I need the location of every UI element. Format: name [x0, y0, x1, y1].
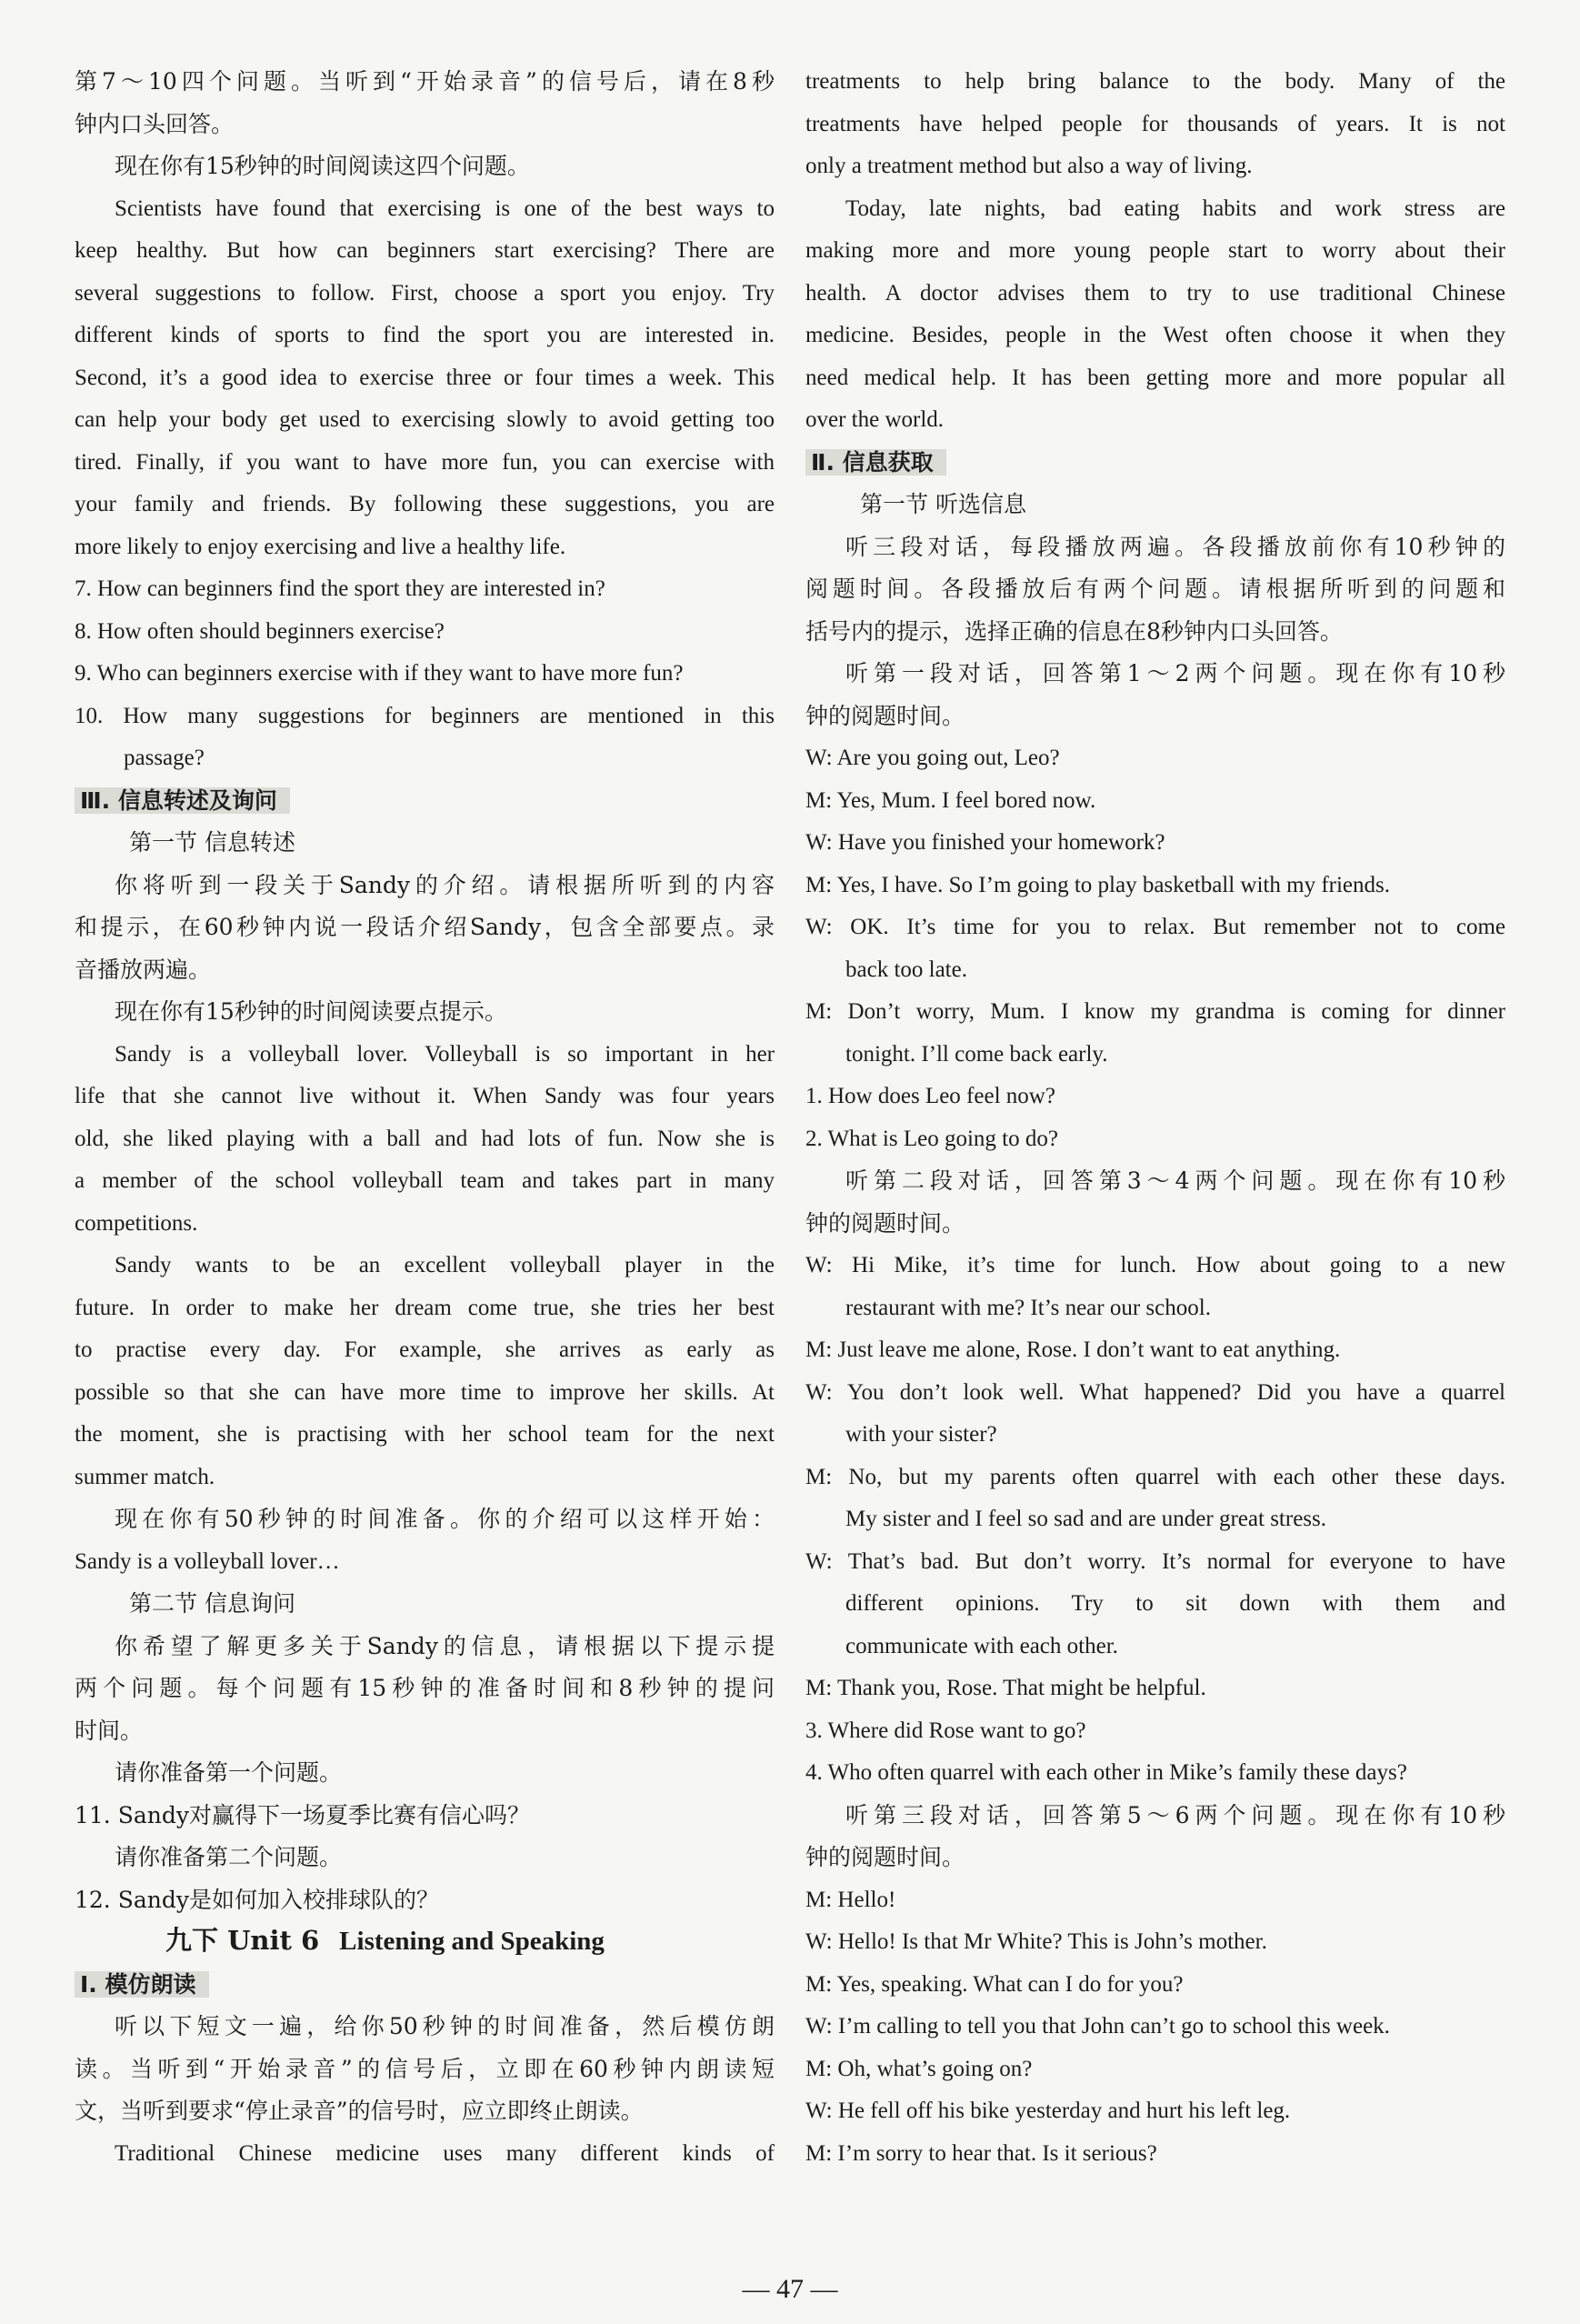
passage-line: Scientists have found that exercising is one of the best ways to [115, 196, 775, 221]
passage-line: need medical help. It has been getting more and more popular all [805, 366, 1505, 390]
unit-title-cn: 九下 Unit 6 [165, 1925, 320, 1956]
question-9: 9. Who can beginners exercise with if they want to have more fun? [75, 661, 684, 686]
dialogue-line: W: You don’t look well. What happened? Did you have a quarrel [805, 1380, 1505, 1405]
dialogue-line-cont: back too late. [845, 957, 967, 982]
subsection-heading: 第二节 信息询问 [129, 1590, 295, 1617]
question-12: 12. Sandy是如何加入校排球队的？ [75, 1887, 439, 1913]
dialogue-line-cont: tonight. I’ll come back early. [845, 1042, 1108, 1067]
text-line: 现在你有15秒钟的时间阅读这四个问题。 [115, 153, 530, 179]
passage-line: possible so that she can have more time to improve her skills. At [75, 1380, 775, 1405]
text-line: 文，当听到要求“停止录音”的信号时，应立即终止朗读。 [75, 2098, 644, 2124]
passage-line: tired. Finally, if you want to have more fun, you can exercise with [75, 450, 775, 475]
dialogue-line-cont: restaurant with me? It’s near our school. [845, 1296, 1211, 1320]
text-line: 听第一段对话，回答第1～2两个问题。现在你有10秒 [845, 660, 1505, 686]
text-line: 时间。 [75, 1718, 144, 1744]
text-line: 钟的阅题时间。 [805, 703, 965, 729]
passage-line: life that she cannot live without it. When Sandy was four years [75, 1084, 775, 1108]
dialogue-line: M: Thank you, Rose. That might be helpful. [805, 1676, 1206, 1700]
dialogue-line: M: Oh, what’s going on? [805, 2057, 1033, 2081]
text-line: 钟内口头回答。 [75, 111, 235, 137]
text-line: 请你准备第一个问题。 [115, 1759, 343, 1786]
passage-line: summer match. [75, 1465, 215, 1489]
question-3: 3. Where did Rose want to go? [805, 1718, 1086, 1743]
dialogue-line: M: Hello! [805, 1888, 896, 1912]
dialogue-line-cont: different opinions. Try to sit down with them and [845, 1591, 1505, 1616]
dialogue-line: W: Hello! Is that Mr White? This is John’s mother. [805, 1929, 1267, 1954]
passage-line: future. In order to make her dream come true, she tries her best [75, 1296, 775, 1320]
passage-line: treatments to help bring balance to the body. Many of the [805, 69, 1505, 94]
question-10-cont: passage? [124, 746, 205, 770]
subsection-heading: 第一节 听选信息 [860, 491, 1026, 517]
text-line: 你将听到一段关于Sandy的介绍。请根据所听到的内容 [115, 872, 775, 898]
dialogue-line-cont: My sister and I feel so sad and are under great stress. [845, 1507, 1326, 1531]
text-line: 你希望了解更多关于Sandy的信息，请根据以下提示提 [115, 1633, 775, 1659]
passage-line: Second, it’s a good idea to exercise three or four times a week. This [75, 366, 775, 390]
text-line: 听第二段对话，回答第3～4两个问题。现在你有10秒 [845, 1167, 1505, 1194]
dialogue-line: W: That’s bad. But don’t worry. It’s normal for everyone to have [805, 1549, 1505, 1574]
subsection-heading: 第一节 信息转述 [129, 829, 295, 856]
dialogue-line: W: Have you finished your homework? [805, 830, 1165, 855]
passage-line: can help your body get used to exercising slowly to avoid getting too [75, 407, 775, 432]
text-line: 阅题时间。各段播放后有两个问题。请根据所听到的问题和 [805, 576, 1505, 602]
question-11: 11. Sandy对赢得下一场夏季比赛有信心吗？ [75, 1802, 530, 1828]
text-line: 现在你有15秒钟的时间阅读要点提示。 [115, 998, 507, 1025]
dialogue-line: W: Hi Mike, it’s time for lunch. How about going to a new [805, 1253, 1505, 1277]
text-line: 括号内的提示，选择正确的信息在8秒钟内口头回答。 [805, 618, 1343, 645]
passage-line: Traditional Chinese medicine uses many different kinds of [115, 2141, 775, 2166]
passage-line: Sandy wants to be an excellent volleyball player in the [115, 1253, 775, 1277]
passage-line: making more and more young people start to worry about their [805, 238, 1505, 263]
text-line: 现在你有50秒钟的时间准备。你的介绍可以这样开始： [115, 1506, 775, 1532]
passage-line: more likely to enjoy exercising and live a healthy life. [75, 535, 566, 559]
passage-line: medicine. Besides, people in the West often choose it when they [805, 323, 1505, 347]
passage-line: only a treatment method but also a way of living. [805, 154, 1253, 178]
passage-line: Sandy is a volleyball lover. Volleyball is so important in her [115, 1042, 775, 1067]
dialogue-line: W: I’m calling to tell you that John can’t go to school this week. [805, 2014, 1390, 2039]
question-2: 2. What is Leo going to do? [805, 1127, 1058, 1151]
section-heading-2: Ⅱ. 信息获取 [805, 448, 946, 477]
passage-line: keep healthy. But how can beginners start exercising? There are [75, 238, 775, 263]
section-heading-1: Ⅰ. 模仿朗读 [75, 1970, 209, 1999]
text-line: 请你准备第二个问题。 [115, 1844, 343, 1870]
passage-line: a member of the school volleyball team and takes part in many [75, 1168, 775, 1193]
text-line: 听以下短文一遍，给你50秒钟的时间准备，然后模仿朗 [115, 2013, 775, 2039]
question-1: 1. How does Leo feel now? [805, 1084, 1055, 1108]
question-4: 4. Who often quarrel with each other in Mike’s family these days? [805, 1760, 1407, 1785]
dialogue-line: W: Are you going out, Leo? [805, 746, 1060, 770]
unit-title [165, 1924, 605, 1958]
dialogue-line: M: Yes, I have. So I’m going to play basketball with my friends. [805, 873, 1390, 897]
passage-line: your family and friends. By following these suggestions, you are [75, 492, 775, 516]
passage-line: different kinds of sports to find the sport you are interested in. [75, 323, 775, 347]
passage-line: treatments have helped people for thousands of years. It is not [805, 112, 1505, 136]
passage-line: old, she liked playing with a ball and had lots of fun. Now she is [75, 1127, 775, 1151]
passage-line: competitions. [75, 1211, 198, 1236]
dialogue-line: M: I’m sorry to hear that. Is it serious? [805, 2141, 1157, 2166]
passage-line: several suggestions to follow. First, choose a sport you enjoy. Try [75, 281, 775, 306]
passage-line: over the world. [805, 407, 945, 432]
text-line: 钟的阅题时间。 [805, 1844, 965, 1870]
text-line: 读。当听到“开始录音”的信号后，立即在60秒钟内朗读短 [75, 2056, 775, 2082]
dialogue-line: M: Yes, speaking. What can I do for you? [805, 1972, 1184, 1997]
question-8: 8. How often should beginners exercise? [75, 619, 445, 644]
text-line: 钟的阅题时间。 [805, 1210, 965, 1237]
passage-line: Today, late nights, bad eating habits and work stress are [845, 196, 1505, 221]
text-line: 和提示，在60秒钟内说一段话介绍Sandy，包含全部要点。录 [75, 914, 775, 940]
text-line: Sandy is a volleyball lover… [75, 1549, 340, 1574]
question-7: 7. How can beginners find the sport they are interested in? [75, 576, 605, 601]
dialogue-line: M: Just leave me alone, Rose. I don’t want to eat anything. [805, 1337, 1341, 1362]
text-line: 听三段对话，每段播放两遍。各段播放前你有10秒钟的 [845, 534, 1505, 560]
text-line: 听第三段对话，回答第5～6两个问题。现在你有10秒 [845, 1802, 1505, 1828]
unit-title-en: Listening and Speaking [339, 1927, 605, 1956]
text-line: 第7～10四个问题。当听到“开始录音”的信号后，请在8秒 [75, 68, 775, 95]
text-line: 两个问题。每个问题有15秒钟的准备时间和8秒钟的提问 [75, 1675, 775, 1701]
dialogue-line: W: He fell off his bike yesterday and hurt his left leg. [805, 2099, 1291, 2123]
dialogue-line: W: OK. It’s time for you to relax. But remember not to come [805, 915, 1505, 939]
section-heading-3: Ⅲ. 信息转述及询问 [75, 786, 290, 816]
page-number: — 47 — [742, 2274, 838, 2304]
passage-line: to practise every day. For example, she arrives as early as [75, 1337, 775, 1362]
dialogue-line: M: Don’t worry, Mum. I know my grandma is coming for dinner [805, 999, 1505, 1024]
passage-line: health. A doctor advises them to try to use traditional Chinese [805, 281, 1505, 306]
question-10: 10. How many suggestions for beginners are mentioned in this [75, 704, 775, 728]
dialogue-line-cont: communicate with each other. [845, 1634, 1118, 1658]
dialogue-line-cont: with your sister? [845, 1422, 997, 1447]
dialogue-line: M: No, but my parents often quarrel with each other these days. [805, 1465, 1505, 1489]
dialogue-line: M: Yes, Mum. I feel bored now. [805, 788, 1096, 813]
passage-line: the moment, she is practising with her school team for the next [75, 1422, 775, 1447]
text-line: 音播放两遍。 [75, 957, 212, 983]
